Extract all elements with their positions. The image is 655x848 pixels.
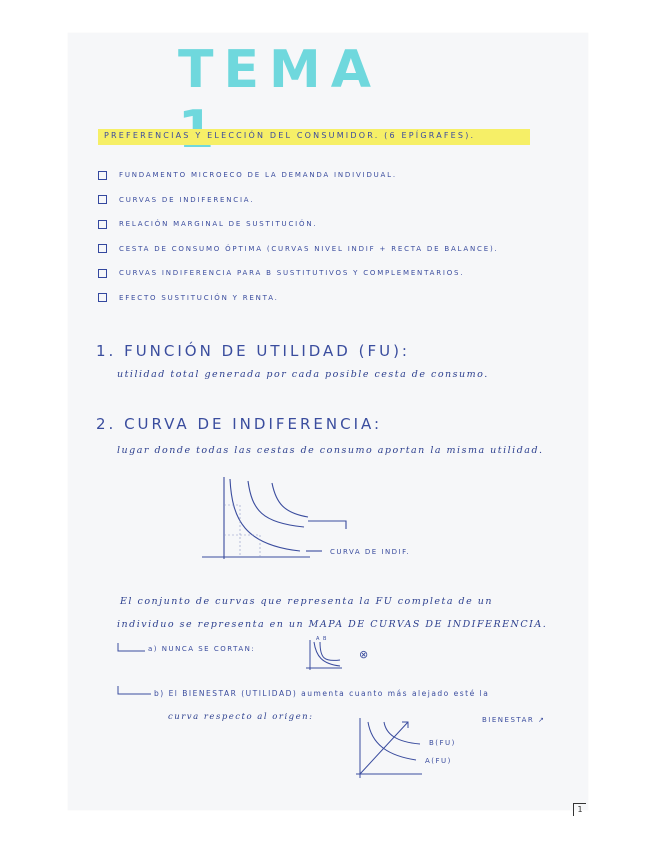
checkbox-icon: [98, 220, 107, 229]
crossing-curves-graph: [300, 638, 360, 672]
bienestar-label: BIENESTAR ↗: [482, 716, 546, 724]
note-b-line1: b) El BIENESTAR (UTILIDAD) aumenta cuanto más alejado esté la: [154, 689, 490, 698]
section2-heading: 2. CURVA DE INDIFERENCIA:: [96, 415, 383, 433]
section1-text: utilidad total generada por cada posible cesta de consumo.: [117, 369, 489, 380]
subtitle: PREFERENCIAS Y ELECCIÓN DEL CONSUMIDOR. (6 EPÍGRAFES).: [104, 131, 476, 140]
checkbox-icon: [98, 171, 107, 180]
note-b-line2: curva respecto al origen:: [168, 712, 314, 722]
section2-para2: individuo se representa en un MAPA DE CURVAS DE INDIFERENCIA.: [117, 619, 548, 630]
topic-item: EFECTO SUSTITUCIÓN Y RENTA.: [98, 286, 499, 311]
curve-label-b: B: [323, 636, 328, 642]
topic-item: CURVAS INDIFERENCIA PARA B SUSTITUTIVOS Y COMPLEMENTARIOS.: [98, 261, 499, 286]
arrow-icon: [308, 521, 346, 529]
checkbox-icon: [98, 244, 107, 253]
checkbox-icon: [98, 195, 107, 204]
topic-item: CURVAS DE INDIFERENCIA.: [98, 188, 499, 213]
section2-text: lugar donde todas las cestas de consumo aportan la misma utilidad.: [117, 445, 544, 456]
indifference-curve-1: [230, 479, 300, 551]
curve-label-a-fu: A(FU): [425, 757, 452, 765]
page-number: 1: [573, 803, 586, 816]
welfare-graph: [350, 716, 430, 780]
topic-item: CESTA DE CONSUMO ÓPTIMA (CURVAS NIVEL INDIF + RECTA DE BALANCE).: [98, 237, 499, 262]
curve-label-b-fu: B(FU): [429, 739, 456, 747]
section1-heading: 1. FUNCIÓN DE UTILIDAD (FU):: [96, 342, 410, 360]
indifference-curve-2: [248, 481, 304, 527]
topic-list: [98, 163, 499, 310]
section2-para1: El conjunto de curvas que representa la FU completa de un: [120, 596, 493, 607]
bullet-arrow-icon: [117, 686, 153, 698]
bullet-arrow-icon: [117, 643, 147, 655]
note-a: a) NUNCA SE CORTAN:: [148, 645, 256, 653]
indifference-curve-3: [272, 483, 308, 517]
checkbox-icon: [98, 269, 107, 278]
topic-item: FUNDAMENTO MICROECO DE LA DEMANDA INDIVIDUAL.: [98, 163, 499, 188]
checkbox-icon: [98, 293, 107, 302]
cross-icon: ⊗: [359, 648, 370, 661]
topic-item: RELACIÓN MARGINAL DE SUSTITUCIÓN.: [98, 212, 499, 237]
curve-label-a: A: [316, 636, 321, 642]
graph-label: CURVA DE INDIF.: [330, 548, 411, 556]
page-title: TEMA: [178, 40, 381, 100]
